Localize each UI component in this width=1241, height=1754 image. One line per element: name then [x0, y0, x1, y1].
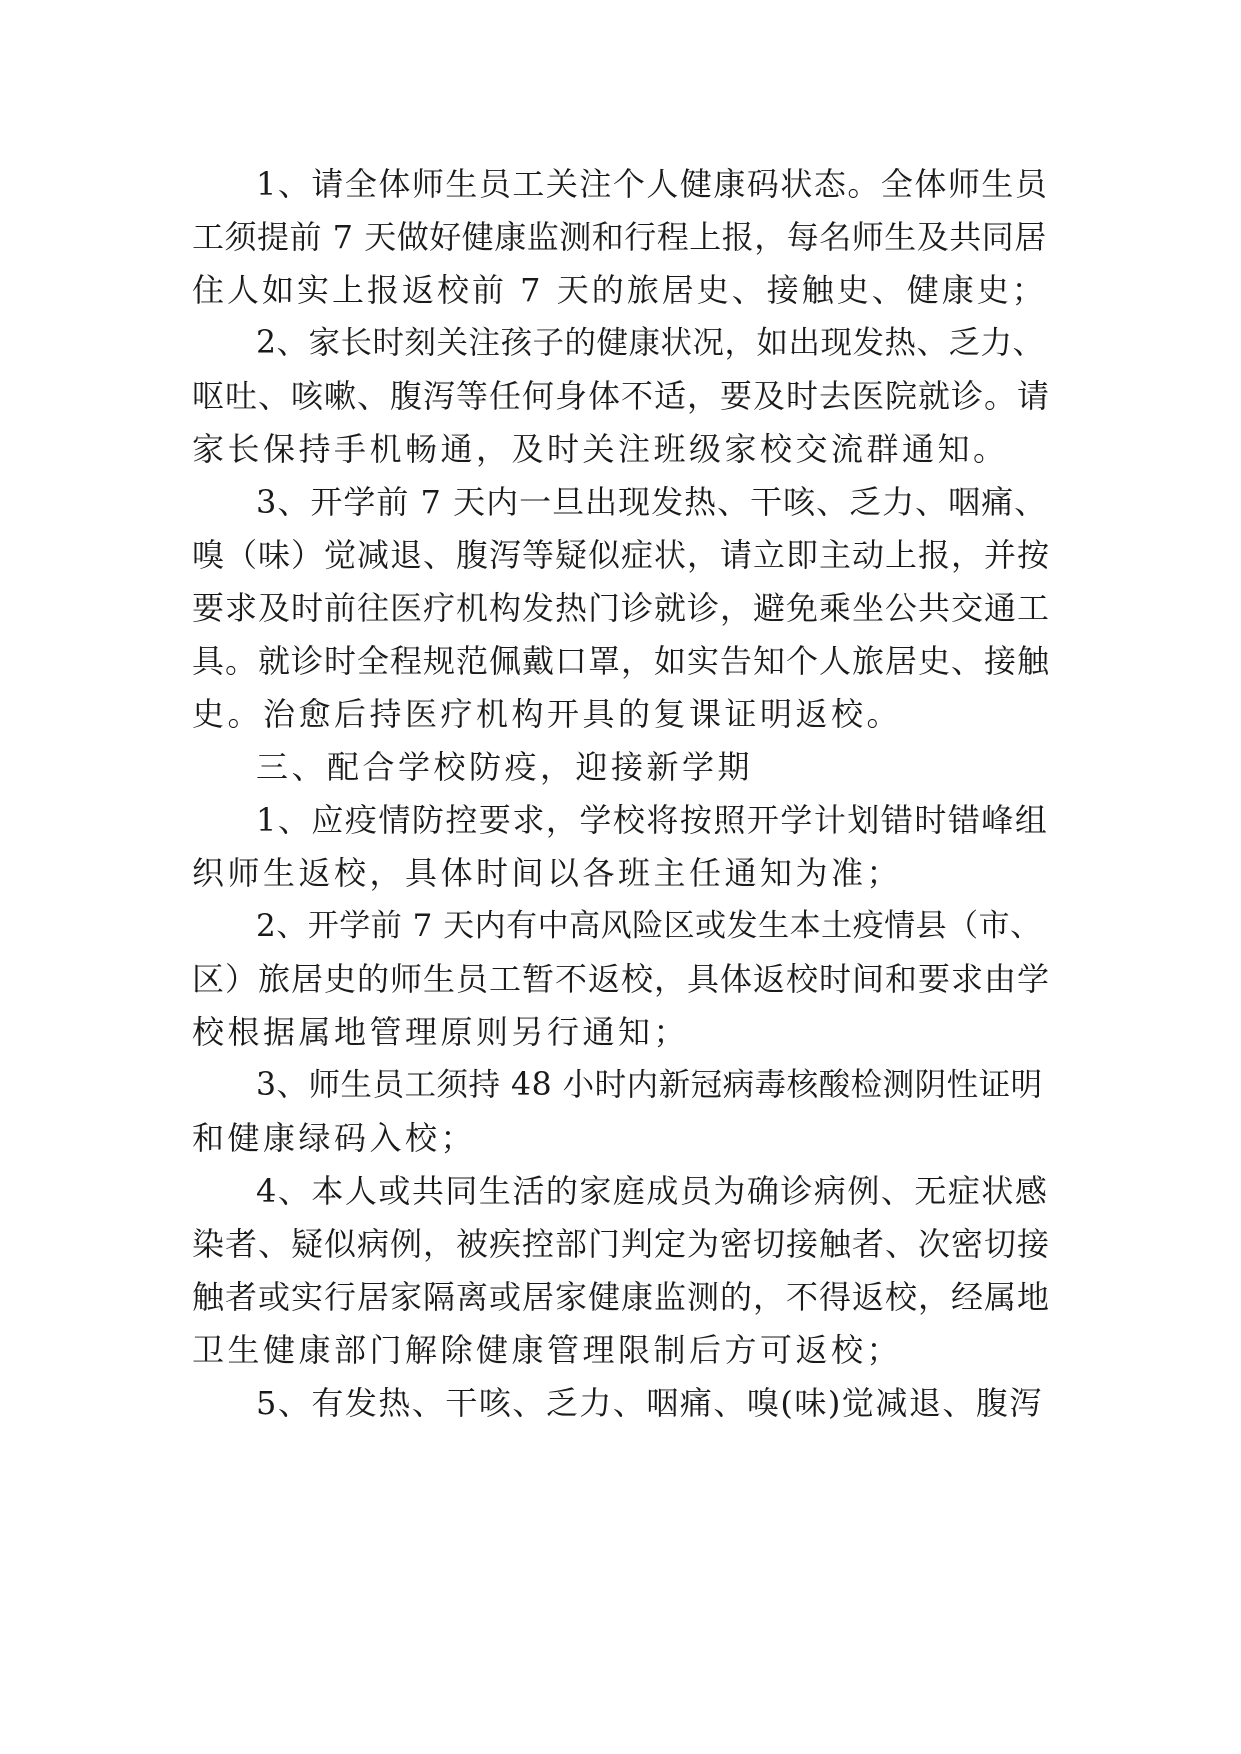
paragraph-line: 嗅（味）觉减退、腹泻等疑似症状，请立即主动上报，并按 [192, 536, 1051, 574]
paragraph-line: 呕吐、咳嗽、腹泻等任何身体不适，要及时去医院就诊。请 [192, 377, 1051, 415]
paragraph-line: 5、有发热、干咳、乏力、咽痛、嗅(味)觉减退、腹泻 [256, 1384, 1043, 1422]
paragraph-line: 和健康绿码入校； [192, 1119, 477, 1157]
paragraph-line: 家长保持手机畅通，及时关注班级家校交流群通知。 [192, 430, 1009, 468]
paragraph-line: 区）旅居史的师生员工暂不返校，具体返校时间和要求由学 [192, 960, 1051, 998]
document-body [192, 158, 1052, 1430]
paragraph-line: 2、开学前 7 天内有中高风险区或发生本土疫情县（市、 [256, 908, 1042, 944]
paragraph-line: 具。就诊时全程规范佩戴口罩，如实告知个人旅居史、接触 [192, 642, 1051, 680]
paragraph-line: 住人如实上报返校前 7 天的旅居史、接触史、健康史； [192, 271, 1047, 309]
section-heading: 三、配合学校防疫，迎接新学期 [256, 748, 754, 786]
paragraph-line: 3、师生员工须持 48 小时内新冠病毒核酸检测阴性证明 [256, 1067, 1043, 1103]
paragraph-line: 卫生健康部门解除健康管理限制后方可返校； [192, 1331, 903, 1369]
paragraph-line: 织师生返校，具体时间以各班主任通知为准； [192, 854, 903, 892]
paragraph-line: 校根据属地管理原则另行通知； [192, 1013, 690, 1051]
paragraph-line: 触者或实行居家隔离或居家健康监测的，不得返校，经属地 [192, 1278, 1051, 1316]
paragraph-line: 4、本人或共同生活的家庭成员为确诊病例、无症状感 [256, 1172, 1049, 1210]
paragraph-line: 1、应疫情防控要求，学校将按照开学计划错时错峰组 [256, 801, 1049, 839]
paragraph-line: 要求及时前往医疗机构发热门诊就诊，避免乘坐公共交通工 [192, 589, 1051, 627]
paragraph-line: 史。治愈后持医疗机构开具的复课证明返校。 [192, 695, 903, 733]
paragraph-line: 染者、疑似病例，被疾控部门判定为密切接触者、次密切接 [192, 1225, 1051, 1263]
paragraph-line: 工须提前 7 天做好健康监测和行程上报，每名师生及共同居 [192, 218, 1047, 256]
paragraph-line: 2、家长时刻关注孩子的健康状况，如出现发热、乏力、 [256, 325, 1045, 361]
paragraph-line: 3、开学前 7 天内一旦出现发热、干咳、乏力、咽痛、 [256, 483, 1048, 521]
paragraph-line: 1、请全体师生员工关注个人健康码状态。全体师生员 [256, 165, 1049, 203]
